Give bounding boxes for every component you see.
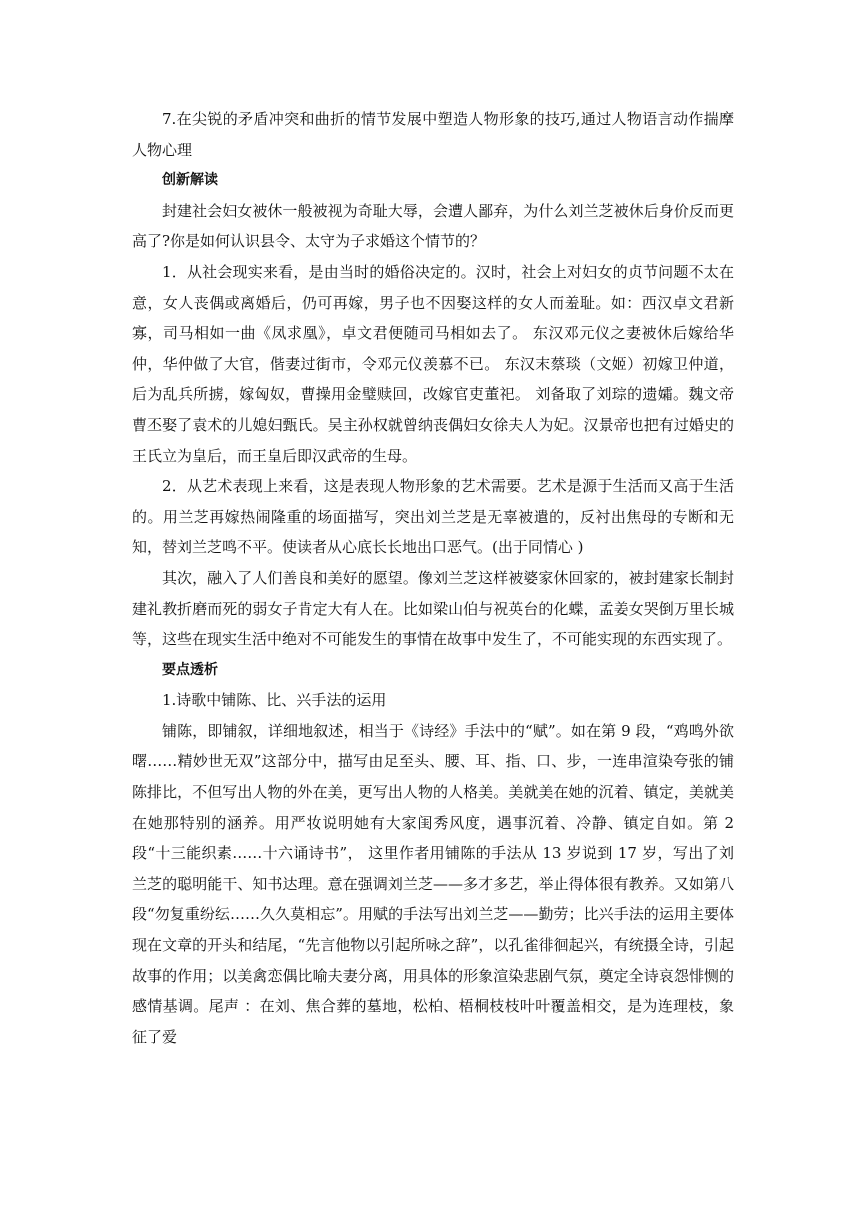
heading-key-points: 要点透析 bbox=[162, 661, 218, 678]
paragraph-point-2: 2．从艺术表现上来看，这是表现人物形象的艺术需要。艺术是源于生活而又高于生活的。用兰芝再嫁热闹隆重的场面描写，突出刘兰芝是无辜被遣的，反衬出焦母的专断和无知，替刘兰芝鸣不平。使读者从心底长长地出口恶气。(出于同情心 ) bbox=[132, 477, 734, 557]
paragraph-pucheng: 铺陈，即铺叙，详细地叙述，相当于《诗经》手法中的“赋”。如在第 9 段，“鸡鸣外欲曙……精妙世无双”这部分中，描写由足至头、腰、耳、指、口、步，一连串渲染夸张的铺陈排比，不但写出人物的外在美，更写出人物的人格美。美就美在她的沉着、镇定，美就美在她那特别的涵养。用严妆说明她有大家闺秀风度，遇事沉着、冷静、镇定自如。第 2 段“十三能织素……十六诵诗书”， 这里作者用铺陈的手法从 13 岁说到 17 岁，写出了刘兰芝的聪明能干、知书达理。意在强调刘兰芝——多才多艺，举止得体很有教养。又如第八段“勿复重纷纭……久久莫相忘”。用赋的手法写出刘兰芝——勤劳；比兴手法的运用主要体现在文章的开头和结尾，“先言他物以引起所咏之辞”，以孔雀徘徊起兴，有统摄全诗，引起故事的作用；以美禽恋偶比喻夫妻分离，用具体的形象渲染悲剧气氛，奠定全诗哀怨悱恻的感情基调。尾声 ：在刘、焦合葬的墓地，松柏、梧桐枝枝叶叶覆盖相交，是为连理枝，象征了爱 bbox=[132, 721, 734, 1046]
heading-innovative-reading: 创新解读 bbox=[162, 172, 218, 189]
document-page bbox=[132, 104, 734, 1052]
paragraph-secondly: 其次，融入了人们善良和美好的愿望。像刘兰芝这样被婆家休回家的，被封建家长制封建礼教折磨而死的弱女子肯定大有人在。比如梁山伯与祝英台的化蝶，孟姜女哭倒万里长城等，这些在现实生活中绝对不可能发生的事情在故事中发生了，不可能实现的东西实现了。 bbox=[132, 568, 734, 649]
paragraph-point-1: 1．从社会现实来看，是由当时的婚俗决定的。汉时，社会上对妇女的贞节问题不太在意，女人丧偶或离婚后，仍可再嫁，男子也不因娶这样的女人而羞耻。如：西汉卓文君新寡，司马相如一曲《凤求凰》，卓文君便随司马相如去了。 东汉邓元仪之妻被休后嫁给华仲，华仲做了大官，偕妻过街市，令邓元仪羡慕不已。 东汉末蔡琰（文姬）初嫁卫仲道，后为乱兵所掳，嫁匈奴，曹操用金璧赎回，改嫁官吏董祀。 刘备取了刘琮的遗孀。魏文帝曹丕娶了袁术的儿媳妇甄氏。吴主孙权就曾纳丧偶妇女徐夫人为妃。汉景帝也把有过婚史的王氏立为皇后，而王皇后即汉武帝的生母。 bbox=[132, 262, 734, 465]
paragraph-technique-7: 7.在尖锐的矛盾冲突和曲折的情节发展中塑造人物形象的技巧,通过人物语言动作揣摩人物心理 bbox=[132, 110, 734, 159]
paragraph-subheading-1: 1.诗歌中铺陈、比、兴手法的运用 bbox=[162, 691, 387, 710]
paragraph-question: 封建社会妇女被休一般被视为奇耻大辱，会遭人鄙弃，为什么刘兰芝被休后身价反而更高了?你是如何认识县令、太守为子求婚这个情节的？ bbox=[132, 201, 734, 251]
